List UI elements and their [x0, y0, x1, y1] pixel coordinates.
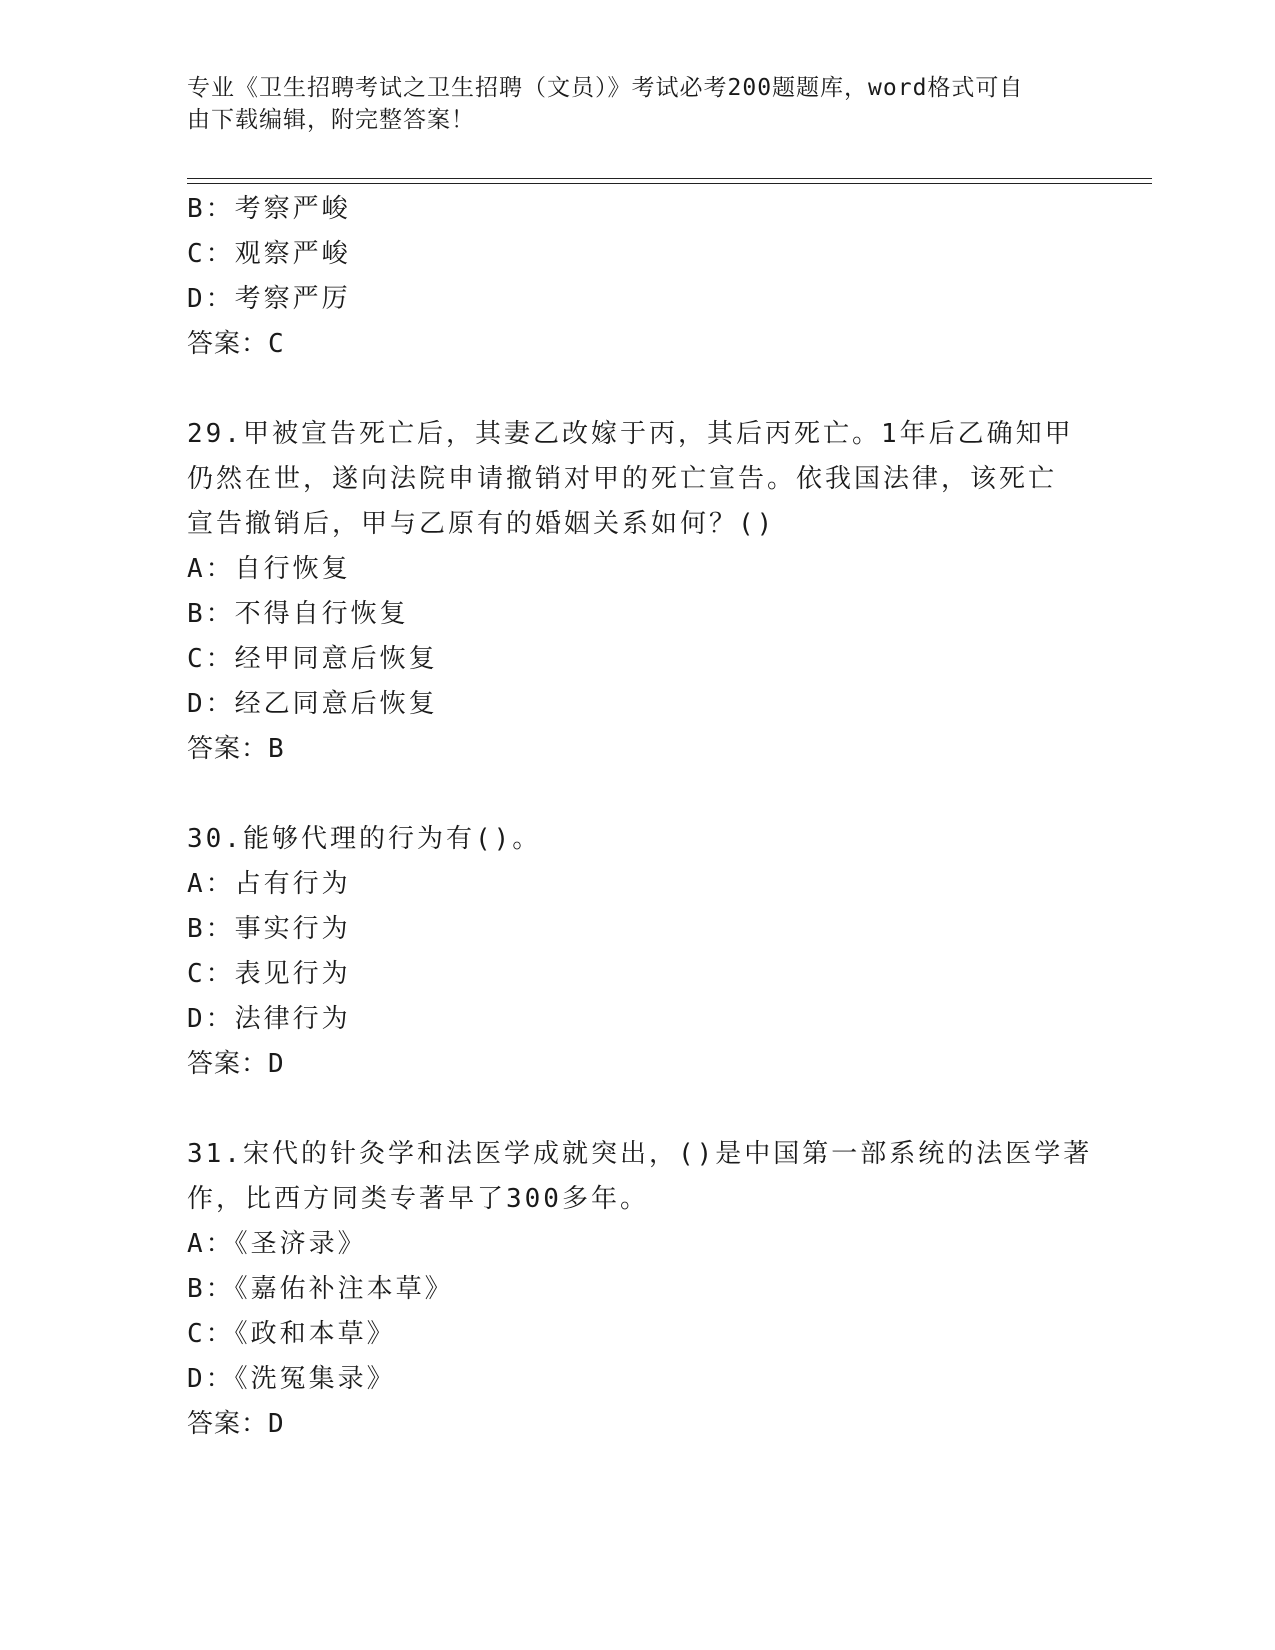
- q29-text-line-2: 仍然在世，遂向法院申请撤销对甲的死亡宣告。依我国法律，该死亡: [187, 464, 1058, 494]
- q30-option-a: A：占有行为: [187, 869, 351, 899]
- prev-option-c: C：观察严峻: [187, 239, 351, 269]
- q29-option-a: A：自行恢复: [187, 554, 351, 584]
- header-line-1: 专业《卫生招聘考试之卫生招聘（文员）》考试必考200题题库，word格式可自: [187, 75, 1024, 101]
- prev-option-d: D：考察严厉: [187, 284, 351, 314]
- q29-text-line-3: 宣告撤销后，甲与乙原有的婚姻关系如何？(): [187, 509, 776, 539]
- q31-answer: 答案：D: [187, 1409, 285, 1439]
- q30-option-b: B：事实行为: [187, 914, 351, 944]
- q30-text-line-1: 30.能够代理的行为有()。: [187, 824, 542, 854]
- q30-option-d: D：法律行为: [187, 1004, 351, 1034]
- q31-text-line-2: 作，比西方同类专著早了300多年。: [187, 1184, 649, 1214]
- document-header: [187, 72, 1067, 136]
- header-divider-bottom: [187, 183, 1152, 184]
- q31-option-c: C：《政和本草》: [187, 1319, 396, 1349]
- q31-text-line-1: 31.宋代的针灸学和法医学成就突出，()是中国第一部系统的法医学著: [187, 1139, 1093, 1169]
- q29-text-line-1: 29.甲被宣告死亡后，其妻乙改嫁于丙，其后丙死亡。1年后乙确知甲: [187, 419, 1074, 449]
- header-line-2: 由下载编辑，附完整答案！: [187, 107, 475, 133]
- header-divider-top: [187, 178, 1152, 179]
- prev-option-b: B：考察严峻: [187, 194, 351, 224]
- q31-option-b: B：《嘉佑补注本草》: [187, 1274, 454, 1304]
- q30-option-c: C：表见行为: [187, 959, 351, 989]
- prev-answer: 答案：C: [187, 329, 285, 359]
- q31-option-d: D：《洗冤集录》: [187, 1364, 396, 1394]
- q31-option-a: A：《圣济录》: [187, 1229, 367, 1259]
- q30-answer: 答案：D: [187, 1049, 285, 1079]
- q29-answer: 答案：B: [187, 734, 285, 764]
- q29-option-c: C：经甲同意后恢复: [187, 644, 438, 674]
- q29-option-b: B：不得自行恢复: [187, 599, 409, 629]
- q29-option-d: D：经乙同意后恢复: [187, 689, 438, 719]
